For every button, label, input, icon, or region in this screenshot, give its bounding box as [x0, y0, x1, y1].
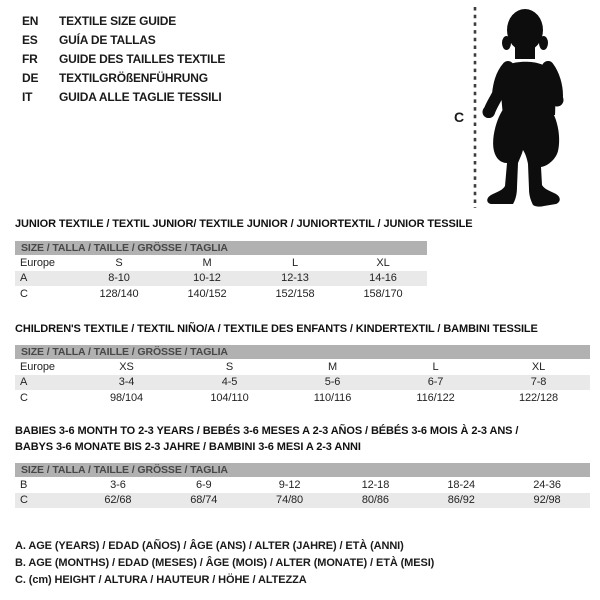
junior-size-table	[15, 255, 427, 302]
row-label: C	[20, 391, 28, 404]
size-cell: 12-13	[251, 271, 339, 287]
language-title: GUÍA DE TALLAS	[59, 32, 156, 47]
language-row-fr	[22, 49, 225, 68]
table-row	[15, 375, 590, 391]
size-cell: 92/98	[504, 493, 590, 509]
size-cell: 4-5	[178, 375, 281, 391]
size-cell: XS	[119, 360, 134, 373]
language-row-de	[22, 68, 225, 87]
size-cell: 68/74	[161, 493, 247, 509]
babies-table-header-bar: SIZE / TALLA / TAILLE / GRÖSSE / TAGLIA	[15, 463, 590, 477]
language-row-en	[22, 11, 225, 30]
size-cell: 12-18	[361, 478, 390, 491]
language-title: TEXTILE SIZE GUIDE	[59, 13, 177, 28]
size-cell: XL	[376, 256, 390, 269]
size-cell: S	[225, 360, 234, 373]
table-row	[15, 271, 427, 287]
babies-table-block	[15, 463, 590, 508]
junior-section-title: JUNIOR TEXTILE / TEXTIL JUNIOR/ TEXTILE JUNIOR / JUNIORTEXTIL / JUNIOR TESSILE	[15, 218, 473, 230]
language-title: GUIDA ALLE TAGLIE TESSILI	[59, 89, 222, 104]
babies-section-title	[15, 423, 518, 455]
row-label: A	[15, 375, 75, 391]
size-cell: 7-8	[487, 375, 590, 391]
language-code: DE	[22, 70, 39, 85]
legend-line-a: A. AGE (YEARS) / EDAD (AÑOS) / ÂGE (ANS) / ALTER (JAHRE) / ETÀ (ANNI)	[15, 540, 404, 552]
junior-table-header-bar: SIZE / TALLA / TAILLE / GRÖSSE / TAGLIA	[15, 241, 427, 255]
size-cell: 8-10	[75, 271, 163, 287]
size-cell: 10-12	[163, 271, 251, 287]
size-cell: 80/86	[332, 493, 418, 509]
size-cell: 18-24	[447, 478, 476, 491]
language-title: TEXTILGRÖßENFÜHRUNG	[59, 70, 208, 85]
size-cell: L	[291, 256, 299, 269]
size-cell: 110/116	[313, 391, 352, 404]
legend-line-c: C. (cm) HEIGHT / ALTURA / HAUTEUR / HÖHE / ALTEZZA	[15, 573, 307, 586]
row-label: A	[15, 271, 75, 287]
baby-height-figure	[444, 0, 594, 215]
table-row	[15, 390, 590, 406]
size-cell: 6-9	[195, 478, 212, 491]
size-cell: 140/152	[187, 287, 227, 300]
size-cell: 86/92	[418, 493, 504, 509]
size-cell: 128/140	[99, 287, 139, 300]
junior-table-block	[15, 241, 427, 302]
size-cell: M	[327, 360, 338, 373]
baby-silhouette	[483, 9, 564, 207]
size-cell: 104/110	[210, 391, 249, 404]
language-code: EN	[22, 13, 39, 28]
row-label: C	[20, 287, 28, 300]
table-row	[15, 477, 590, 493]
row-label: C	[15, 493, 75, 509]
size-cell: 152/158	[275, 287, 315, 300]
language-code: FR	[22, 51, 38, 66]
row-label: B	[20, 478, 28, 491]
babies-size-table	[15, 477, 590, 508]
size-cell: 5-6	[281, 375, 384, 391]
legend-line-b: B. AGE (MONTHS) / EDAD (MESES) / ÂGE (MOIS) / ALTER (MONATE) / ETÀ (MESI)	[15, 556, 435, 569]
size-cell: L	[432, 360, 439, 373]
size-cell: M	[202, 256, 212, 269]
language-title-list	[22, 11, 225, 106]
size-cell: S	[115, 256, 123, 269]
size-cell: 74/80	[247, 493, 333, 509]
table-row	[15, 359, 590, 375]
size-cell: 14-16	[339, 271, 427, 287]
table-row	[15, 286, 427, 302]
size-cell: 158/170	[363, 287, 403, 300]
size-cell: 62/68	[75, 493, 161, 509]
row-label: Europe	[20, 256, 55, 269]
language-code: IT	[22, 89, 33, 104]
size-cell: 3-6	[110, 478, 126, 491]
children-table-block	[15, 345, 590, 406]
size-cell: 6-7	[384, 375, 487, 391]
row-label: Europe	[20, 360, 55, 373]
table-row	[15, 493, 590, 509]
size-cell: XL	[531, 360, 546, 373]
table-row	[15, 255, 427, 271]
children-size-table	[15, 359, 590, 406]
language-row-it	[22, 87, 225, 106]
children-table-header-bar: SIZE / TALLA / TAILLE / GRÖSSE / TAGLIA	[15, 345, 590, 359]
size-cell: 24-36	[533, 478, 561, 491]
size-cell: 98/104	[109, 391, 144, 404]
size-cell: 9-12	[278, 478, 301, 491]
size-cell: 122/128	[518, 391, 559, 404]
size-cell: 116/122	[416, 391, 455, 404]
legend	[15, 538, 434, 588]
language-title: GUIDE DES TAILLES TEXTILE	[59, 51, 226, 66]
babies-title-line2: BABYS 3-6 MONATE BIS 2-3 JAHRE / BAMBINI 3-6 MESI A 2-3 ANNI	[15, 441, 361, 453]
height-measure-label: C	[454, 109, 465, 125]
language-code: ES	[22, 32, 38, 47]
children-section-title: CHILDREN'S TEXTILE / TEXTIL NIÑO/A / TEXTILE DES ENFANTS / KINDERTEXTIL / BAMBINI TESSILE	[15, 323, 538, 335]
size-cell: 3-4	[75, 375, 178, 391]
babies-title-line1: BABIES 3-6 MONTH TO 2-3 YEARS / BEBÉS 3-6 MESES A 2-3 AÑOS / BÉBÉS 3-6 MOIS À 2-3 ANS /	[15, 425, 519, 437]
baby-silhouette-icon	[444, 0, 594, 215]
language-row-es	[22, 30, 225, 49]
